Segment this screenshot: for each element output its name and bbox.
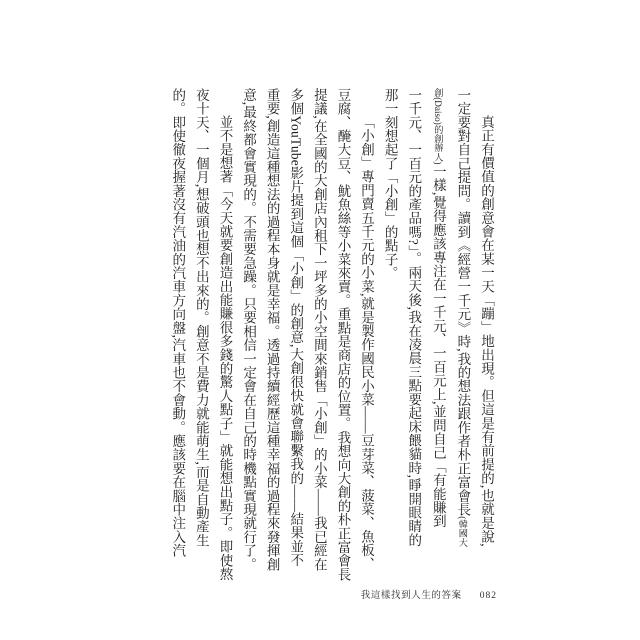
text-column — [402, 88, 426, 596]
inline-annotation: (韓國大 — [457, 516, 468, 547]
column-text: 夜十天、一個月,想破頭也想不出來的。創意不是費力就能萌生,而是自動產生 — [193, 88, 209, 548]
column-text: 意,最終都會實現的。不需要急躁。只要相信一定會在自己的時機點實現就行了。 — [241, 88, 257, 572]
column-text: 的。即使徹夜握著沒有汽油的汽車方向盤,汽車也不會動。應該要在腦中注入汽 — [170, 88, 186, 558]
text-column — [474, 88, 498, 596]
column-text: 那一刻想起了「小創」的點子。 — [382, 88, 398, 280]
column-text: 豆腐、醃大豆、魷魚絲等小菜來賣。重點是商店的位置。我想向大創的朴正富會長 — [335, 88, 351, 582]
column-text: 並不是想著「今天就要創造出能賺很多錢的驚人點子」就能想出點子。即使熬 — [217, 115, 233, 581]
page-number: 082 — [479, 591, 497, 601]
column-text: 一樣,覺得應該專注在一千元、一百元上,並問自己「有能賺到 — [430, 164, 446, 528]
column-text: 真正有價值的創意會在某一天「蹦」地出現。但這是有前提的,也就是說, — [479, 115, 494, 547]
text-column — [213, 88, 237, 596]
vertical-text-area — [166, 88, 498, 596]
running-title: 我這樣找到人生的答案 — [360, 591, 462, 601]
text-column — [378, 88, 402, 596]
text-column — [189, 88, 213, 596]
page-footer — [361, 587, 497, 601]
column-text: 重要,創造這種想法的過程本身就是幸福。透過持續經歷這種幸福的過程來發揮創 — [264, 88, 280, 572]
text-column — [307, 88, 331, 596]
text-column — [284, 88, 308, 596]
column-text: 一千元、一百元的產品嗎?」。兩天後,我在凌晨三點要起床餵貓時,睜開眼睛的 — [406, 88, 422, 547]
text-column — [425, 88, 450, 596]
text-column — [236, 88, 260, 596]
text-column — [354, 88, 378, 596]
text-column — [450, 88, 475, 596]
column-text: 提議,在全國的大創店內租下一坪多的小空間來銷售「小創」的小菜——我已經在 — [311, 88, 327, 572]
column-text: 「小創」專門賣五千元的小菜,就是製作國民小菜——豆芽菜、菠菜、魚板、 — [359, 115, 375, 571]
column-text: 多個YouTube影片提到這個「小創」的創意,大創很快就會聯繫我的——結果並不 — [288, 88, 304, 567]
text-column — [166, 88, 190, 596]
column-text: 一定要對自己提問。讀到《經營一千元》時,我的想法跟作者朴正富會長 — [455, 88, 471, 517]
text-column — [260, 88, 284, 596]
inline-annotation: 創(Daiso)的創辦人) — [432, 88, 443, 165]
text-column — [331, 88, 355, 596]
